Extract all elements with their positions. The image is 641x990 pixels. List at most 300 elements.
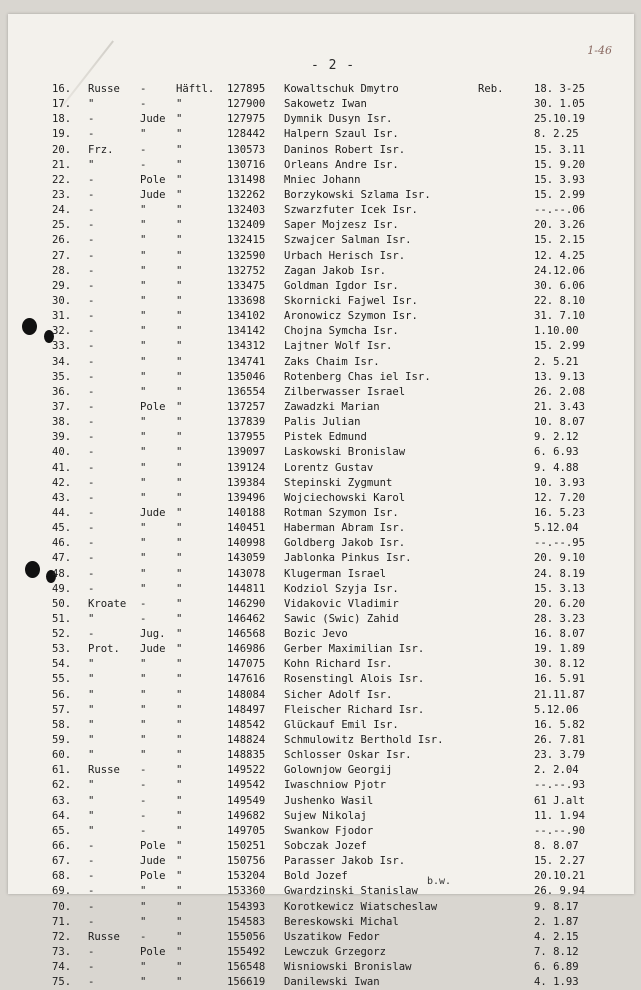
prisoner-number: 134741 <box>227 355 266 368</box>
group: Jude <box>140 188 166 201</box>
nationality: - <box>88 204 95 217</box>
nationality: " <box>88 824 95 837</box>
nationality: " <box>88 779 95 792</box>
nationality: - <box>88 537 95 550</box>
group: " <box>140 976 147 989</box>
birth-date: 4. 2.15 <box>534 930 579 943</box>
group: Pole <box>140 173 166 186</box>
list-row <box>0 884 641 899</box>
list-row <box>0 869 641 884</box>
group: " <box>140 204 147 217</box>
nationality: " <box>88 158 95 171</box>
group: Pole <box>140 946 166 959</box>
entry-number: 19. <box>52 128 72 141</box>
category: " <box>176 855 183 868</box>
entry-number: 70. <box>52 900 72 913</box>
prisoner-name: Urbach Herisch Isr. <box>284 249 406 262</box>
group: " <box>140 234 147 247</box>
nationality: " <box>88 718 95 731</box>
prisoner-number: 154393 <box>227 900 266 913</box>
nationality: Russe <box>88 930 120 943</box>
prisoner-number: 140998 <box>227 537 266 550</box>
category: " <box>176 128 183 141</box>
category: " <box>176 946 183 959</box>
birth-date: 2. 2.04 <box>534 764 579 777</box>
prisoner-name: Swankow Fjodor <box>284 824 374 837</box>
birth-date: 15. 3.93 <box>534 173 586 186</box>
nationality: - <box>88 340 95 353</box>
entry-number: 28. <box>52 264 72 277</box>
birth-date: 13. 9.13 <box>534 370 586 383</box>
birth-date: 23. 3.79 <box>534 749 586 762</box>
entry-number: 45. <box>52 522 72 535</box>
category: " <box>176 779 183 792</box>
prisoner-name: Lewczuk Grzegorz <box>284 946 387 959</box>
list-row <box>0 445 641 460</box>
birth-date: 18. 3-25 <box>534 83 586 95</box>
prisoner-name: Rotenberg Chas iel Isr. <box>284 370 431 383</box>
group: " <box>140 688 147 701</box>
list-row <box>0 430 641 445</box>
list-row <box>0 97 641 112</box>
birth-date: --.--.95 <box>534 537 586 550</box>
prisoner-name: Zagan Jakob Isr. <box>284 264 387 277</box>
nationality: - <box>88 219 95 232</box>
entry-number: 67. <box>52 855 72 868</box>
list-row <box>0 309 641 324</box>
prisoner-name: Kodziol Szyja Isr. <box>284 582 399 595</box>
category: " <box>176 219 183 232</box>
list-row <box>0 900 641 915</box>
group: Pole <box>140 840 166 853</box>
prisoner-name: Rosenstingl Alois Isr. <box>284 673 425 686</box>
entry-number: 48. <box>52 567 72 580</box>
nationality: Kroate <box>88 597 127 610</box>
nationality: " <box>88 703 95 716</box>
birth-date: 30. 6.06 <box>534 279 586 292</box>
prisoner-name: Orleans Andre Isr. <box>284 158 399 171</box>
list-row <box>0 536 641 551</box>
list-row <box>0 264 641 279</box>
entry-number: 42. <box>52 476 72 489</box>
group: Jude <box>140 643 166 656</box>
birth-date: 30. 8.12 <box>534 658 586 671</box>
category: " <box>176 325 183 338</box>
entry-number: 61. <box>52 764 72 777</box>
group: " <box>140 128 147 141</box>
prisoner-number: 148835 <box>227 749 266 762</box>
birth-date: 26. 7.81 <box>534 734 586 747</box>
prisoner-number: 130716 <box>227 158 266 171</box>
group: " <box>140 355 147 368</box>
birth-date: 21.11.87 <box>534 688 586 701</box>
entry-number: 75. <box>52 976 72 989</box>
category: " <box>176 915 183 928</box>
entry-number: 24. <box>52 204 72 217</box>
prisoner-number: 132415 <box>227 234 266 247</box>
group: " <box>140 340 147 353</box>
entry-number: 36. <box>52 385 72 398</box>
list-row <box>0 642 641 657</box>
prisoner-number: 136554 <box>227 385 266 398</box>
category: " <box>176 431 183 444</box>
birth-date: 15. 3.13 <box>534 582 586 595</box>
birth-date: 15. 2.99 <box>534 340 586 353</box>
category: " <box>176 340 183 353</box>
entry-number: 71. <box>52 915 72 928</box>
list-row <box>0 627 641 642</box>
nationality: - <box>88 552 95 565</box>
category: " <box>176 476 183 489</box>
prisoner-number: 134102 <box>227 310 266 323</box>
entry-number: 22. <box>52 173 72 186</box>
nationality: - <box>88 946 95 959</box>
prisoner-number: 127900 <box>227 98 266 111</box>
prisoner-name: Haberman Abram Isr. <box>284 522 406 535</box>
group: - <box>140 824 147 837</box>
birth-date: 20. 3.26 <box>534 219 586 232</box>
entry-number: 40. <box>52 446 72 459</box>
prisoner-number: 156619 <box>227 976 266 989</box>
prisoner-name: Wojciechowski Karol <box>284 491 406 504</box>
category: " <box>176 749 183 762</box>
prisoner-number: 149549 <box>227 794 266 807</box>
prisoner-name: Szwajcer Salman Isr. <box>284 234 412 247</box>
group: " <box>140 249 147 262</box>
list-row <box>0 839 641 854</box>
group: " <box>140 537 147 550</box>
prisoner-name: Goldberg Jakob Isr. <box>284 537 406 550</box>
prisoner-name: Fleischer Richard Isr. <box>284 703 425 716</box>
list-row <box>0 415 641 430</box>
prisoner-name: Chojna Symcha Isr. <box>284 325 399 338</box>
birth-date: 25.10.19 <box>534 113 586 126</box>
entry-number: 27. <box>52 249 72 262</box>
group: - <box>140 809 147 822</box>
group: " <box>140 294 147 307</box>
prisoner-number: 127895 <box>227 83 266 95</box>
prisoner-number: 150756 <box>227 855 266 868</box>
prisoner-name: Sakowetz Iwan <box>284 98 367 111</box>
note: Reb. <box>478 83 504 95</box>
birth-date: 8. 8.07 <box>534 840 579 853</box>
group: " <box>140 915 147 928</box>
list-row <box>0 294 641 309</box>
birth-date: 2. 5.21 <box>534 355 579 368</box>
nationality: Russe <box>88 764 120 777</box>
prisoner-name: Klugerman Israel <box>284 567 387 580</box>
category: " <box>176 930 183 943</box>
group: " <box>140 431 147 444</box>
prisoner-name: Bold Jozef <box>284 870 348 883</box>
birth-date: 12. 4.25 <box>534 249 586 262</box>
list-row <box>0 158 641 173</box>
prisoner-name: Laskowski Bronislaw <box>284 446 406 459</box>
list-row <box>0 672 641 687</box>
prisoner-number: 133475 <box>227 279 266 292</box>
birth-date: 28. 3.23 <box>534 612 586 625</box>
group: " <box>140 491 147 504</box>
entry-number: 38. <box>52 416 72 429</box>
category: " <box>176 582 183 595</box>
prisoner-name: Schlosser Oskar Isr. <box>284 749 412 762</box>
prisoner-number: 132590 <box>227 249 266 262</box>
nationality: - <box>88 491 95 504</box>
list-row <box>0 370 641 385</box>
prisoner-name: Danilewski Iwan <box>284 976 380 989</box>
group: Pole <box>140 870 166 883</box>
category: " <box>176 976 183 989</box>
prisoner-number: 139124 <box>227 461 266 474</box>
category: " <box>176 98 183 111</box>
entry-number: 41. <box>52 461 72 474</box>
category: " <box>176 961 183 974</box>
prisoner-name: Stepinski Zygmunt <box>284 476 393 489</box>
prisoner-name: Aronowicz Szymon Isr. <box>284 310 418 323</box>
category: " <box>176 809 183 822</box>
birth-date: 20. 6.20 <box>534 597 586 610</box>
list-row <box>0 778 641 793</box>
entry-number: 23. <box>52 188 72 201</box>
group: Jude <box>140 855 166 868</box>
archive-reference: 1-46 <box>587 44 612 57</box>
category: " <box>176 870 183 883</box>
prisoner-number: 155056 <box>227 930 266 943</box>
prisoner-number: 132262 <box>227 188 266 201</box>
category: " <box>176 204 183 217</box>
category: " <box>176 143 183 156</box>
category: " <box>176 673 183 686</box>
prisoner-number: 144811 <box>227 582 266 595</box>
nationality: Frz. <box>88 143 114 156</box>
entry-number: 74. <box>52 961 72 974</box>
list-row <box>0 127 641 142</box>
nationality: - <box>88 113 95 126</box>
prisoner-name: Sobczak Jozef <box>284 840 367 853</box>
category: " <box>176 294 183 307</box>
entry-number: 52. <box>52 628 72 641</box>
group: " <box>140 658 147 671</box>
category: " <box>176 597 183 610</box>
list-row <box>0 582 641 597</box>
list-row <box>0 612 641 627</box>
entry-number: 66. <box>52 840 72 853</box>
prisoner-name: Skornicki Fajwel Isr. <box>284 294 418 307</box>
prisoner-number: 146462 <box>227 612 266 625</box>
entry-number: 30. <box>52 294 72 307</box>
entry-number: 16. <box>52 83 72 95</box>
category: Häftl. <box>176 83 215 95</box>
list-row <box>0 824 641 839</box>
group: " <box>140 961 147 974</box>
entry-number: 59. <box>52 734 72 747</box>
nationality: " <box>88 734 95 747</box>
list-row <box>0 703 641 718</box>
birth-date: --.--.90 <box>534 824 586 837</box>
entry-number: 55. <box>52 673 72 686</box>
prisoner-name: Sujew Nikolaj <box>284 809 367 822</box>
group: " <box>140 476 147 489</box>
birth-date: 9. 8.17 <box>534 900 579 913</box>
birth-date: 12. 7.20 <box>534 491 586 504</box>
entry-number: 65. <box>52 824 72 837</box>
nationality: - <box>88 870 95 883</box>
prisoner-name: Iwaschniow Pjotr <box>284 779 387 792</box>
prisoner-number: 137839 <box>227 416 266 429</box>
nationality: - <box>88 310 95 323</box>
prisoner-name: Lorentz Gustav <box>284 461 374 474</box>
entry-number: 64. <box>52 809 72 822</box>
prisoner-name: Szwarzfuter Icek Isr. <box>284 204 418 217</box>
nationality: - <box>88 976 95 989</box>
list-row <box>0 491 641 506</box>
category: " <box>176 385 183 398</box>
group: " <box>140 522 147 535</box>
category: " <box>176 688 183 701</box>
birth-date: 19. 1.89 <box>534 643 586 656</box>
prisoner-name: Daninos Robert Isr. <box>284 143 406 156</box>
prisoner-name: Schmulowitz Berthold Isr. <box>284 734 444 747</box>
entry-number: 54. <box>52 658 72 671</box>
entry-number: 58. <box>52 718 72 731</box>
nationality: Prot. <box>88 643 120 656</box>
entry-number: 72. <box>52 930 72 943</box>
nationality: - <box>88 567 95 580</box>
nationality: - <box>88 506 95 519</box>
list-row <box>0 748 641 763</box>
list-row <box>0 975 641 990</box>
nationality: - <box>88 840 95 853</box>
group: Pole <box>140 400 166 413</box>
prisoner-number: 155492 <box>227 946 266 959</box>
prisoner-number: 146986 <box>227 643 266 656</box>
entry-number: 34. <box>52 355 72 368</box>
prisoner-number: 134312 <box>227 340 266 353</box>
birth-date: 26. 9.94 <box>534 885 586 898</box>
list-row <box>0 143 641 158</box>
category: " <box>176 446 183 459</box>
category: " <box>176 416 183 429</box>
list-row <box>0 763 641 778</box>
nationality: - <box>88 279 95 292</box>
group: " <box>140 370 147 383</box>
list-row <box>0 218 641 233</box>
birth-date: 4. 1.93 <box>534 976 579 989</box>
category: " <box>176 461 183 474</box>
birth-date: 20. 9.10 <box>534 552 586 565</box>
group: " <box>140 673 147 686</box>
group: " <box>140 900 147 913</box>
nationality: - <box>88 234 95 247</box>
prisoner-name: Bereskowski Michal <box>284 915 399 928</box>
prisoner-number: 153360 <box>227 885 266 898</box>
nationality: " <box>88 658 95 671</box>
group: - <box>140 794 147 807</box>
prisoner-name: Parasser Jakob Isr. <box>284 855 406 868</box>
birth-date: 31. 7.10 <box>534 310 586 323</box>
nationality: - <box>88 885 95 898</box>
birth-date: 21. 3.43 <box>534 400 586 413</box>
nationality: - <box>88 522 95 535</box>
birth-date: 11. 1.94 <box>534 809 586 822</box>
category: " <box>176 885 183 898</box>
entry-number: 49. <box>52 582 72 595</box>
category: " <box>176 643 183 656</box>
group: " <box>140 703 147 716</box>
prisoner-name: Mniec Johann <box>284 173 361 186</box>
prisoner-number: 140451 <box>227 522 266 535</box>
prisoner-number: 149682 <box>227 809 266 822</box>
entry-number: 60. <box>52 749 72 762</box>
group: " <box>140 219 147 232</box>
prisoner-number: 154583 <box>227 915 266 928</box>
birth-date: --.--.06 <box>534 204 586 217</box>
category: " <box>176 506 183 519</box>
nationality: " <box>88 98 95 111</box>
list-row <box>0 400 641 415</box>
prisoner-number: 128442 <box>227 128 266 141</box>
group: " <box>140 310 147 323</box>
prisoner-name: Gwardzinski Stanislaw <box>284 885 418 898</box>
category: " <box>176 612 183 625</box>
prisoner-name: Zaks Chaim Isr. <box>284 355 380 368</box>
prisoner-number: 135046 <box>227 370 266 383</box>
nationality: Russe <box>88 83 120 95</box>
prisoner-number: 147616 <box>227 673 266 686</box>
category: " <box>176 158 183 171</box>
prisoner-number: 139097 <box>227 446 266 459</box>
prisoner-number: 137257 <box>227 400 266 413</box>
prisoner-number: 148497 <box>227 703 266 716</box>
prisoner-number: 139496 <box>227 491 266 504</box>
entry-number: 57. <box>52 703 72 716</box>
nationality: - <box>88 900 95 913</box>
group: " <box>140 885 147 898</box>
entry-number: 50. <box>52 597 72 610</box>
group: " <box>140 552 147 565</box>
nationality: - <box>88 188 95 201</box>
list-row <box>0 506 641 521</box>
nationality: " <box>88 794 95 807</box>
prisoner-name: Lajtner Wolf Isr. <box>284 340 393 353</box>
group: " <box>140 279 147 292</box>
group: " <box>140 264 147 277</box>
prisoner-name: Kowaltschuk Dmytro <box>284 83 399 95</box>
category: " <box>176 310 183 323</box>
nationality: - <box>88 355 95 368</box>
nationality: - <box>88 461 95 474</box>
group: - <box>140 83 147 95</box>
birth-date: 8. 2.25 <box>534 128 579 141</box>
list-row <box>0 854 641 869</box>
prisoner-name: Vidakovic Vladimir <box>284 597 399 610</box>
category: " <box>176 840 183 853</box>
prisoner-name: Bozic Jevo <box>284 628 348 641</box>
prisoner-name: Gerber Maximilian Isr. <box>284 643 425 656</box>
entry-number: 21. <box>52 158 72 171</box>
prisoner-name: Pistek Edmund <box>284 431 367 444</box>
entry-number: 62. <box>52 779 72 792</box>
list-row <box>0 461 641 476</box>
list-row <box>0 809 641 824</box>
group: " <box>140 416 147 429</box>
category: " <box>176 491 183 504</box>
entry-number: 37. <box>52 400 72 413</box>
birth-date: 16. 5.23 <box>534 506 586 519</box>
birth-date: 22. 8.10 <box>534 294 586 307</box>
prisoner-number: 148084 <box>227 688 266 701</box>
prisoner-name: Jushenko Wasil <box>284 794 374 807</box>
